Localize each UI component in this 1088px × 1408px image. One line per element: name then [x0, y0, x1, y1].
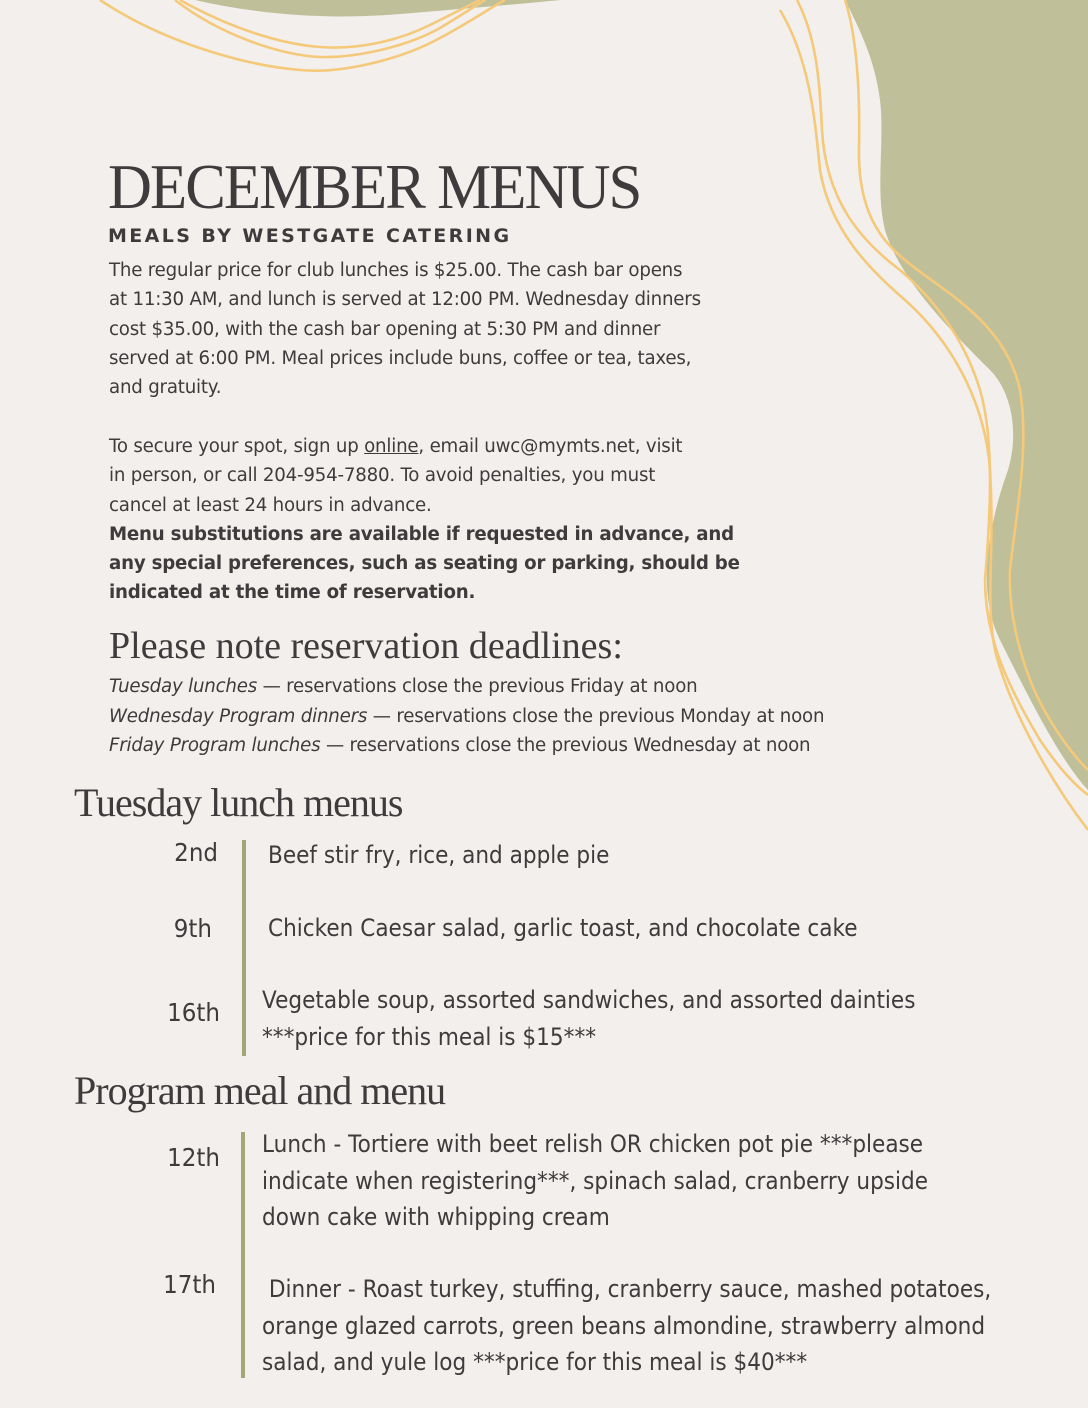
deadline-rule: — reservations close the previous Friday at noon	[257, 676, 698, 697]
notice-line: indicated at the time of reservation.	[109, 582, 476, 604]
deadlines-heading: Please note reservation deadlines:	[109, 625, 623, 667]
menu-line: orange glazed carrots, green beans almondine, strawberry almond	[262, 1311, 986, 1340]
menu-line: down cake with whipping cream	[262, 1203, 610, 1231]
pricing-line: cost $35.00, with the cash bar opening at 5:30 PM and dinner	[109, 318, 661, 340]
tuesday-divider	[242, 840, 246, 1056]
pricing-line: and gratuity.	[109, 377, 222, 399]
menu-line: Dinner - Roast turkey, stuffing, cranberry sauce, mashed potatoes,	[262, 1275, 992, 1303]
menu-description: Beef stir fry, rice, and apple pie	[268, 841, 610, 869]
menu-description: Chicken Caesar salad, garlic toast, and chocolate cake	[268, 914, 858, 942]
menu-line: Vegetable soup, assorted sandwiches, and assorted dainties	[262, 986, 916, 1014]
notice-line: Menu substitutions are available if requested in advance, and	[109, 523, 734, 545]
signup-prefix: To secure your spot, sign up	[109, 436, 365, 457]
deadline-rule: — reservations close the previous Monday at noon	[367, 705, 825, 727]
menu-line: Lunch - Tortiere with beet relish OR chicken pot pie ***please	[262, 1130, 924, 1158]
menu-date: 2nd	[174, 838, 218, 867]
pricing-line: at 11:30 AM, and lunch is served at 12:00 PM. Wednesday dinners	[109, 289, 701, 311]
menu-price-note: ***price for this meal is $15***	[262, 1022, 597, 1051]
deadline-item	[109, 672, 824, 702]
pricing-paragraph	[109, 256, 809, 402]
signup-paragraph	[109, 432, 809, 608]
signup-line	[109, 432, 809, 461]
online-link[interactable]: online	[364, 436, 419, 457]
sage-blob-right	[845, 0, 1088, 790]
menu-description	[262, 982, 915, 1055]
menu-date: 17th	[163, 1270, 216, 1299]
notice-line: any special preferences, such as seating or parking, should be	[109, 553, 740, 575]
tuesday-heading: Tuesday lunch menus	[74, 780, 403, 825]
menu-date: 16th	[167, 998, 220, 1027]
deadline-rule: — reservations close the previous Wednesday at noon	[320, 735, 811, 757]
menu-date: 12th	[167, 1143, 220, 1172]
deadline-item	[109, 702, 824, 732]
deadline-item	[109, 731, 824, 761]
program-divider	[241, 1132, 245, 1378]
menu-date: 9th	[173, 914, 212, 943]
signup-suffix: , email uwc@mymts.net, visit	[418, 436, 683, 457]
program-heading: Program meal and menu	[74, 1068, 446, 1113]
sage-blob-top	[195, 0, 560, 16]
deadline-meal: Friday Program lunches	[109, 735, 321, 757]
pricing-line: The regular price for club lunches is $25.00. The cash bar opens	[109, 260, 683, 281]
deadline-meal: Tuesday lunches	[109, 676, 258, 697]
menu-description	[262, 1126, 928, 1236]
menu-description	[262, 1271, 991, 1381]
deadline-meal: Wednesday Program dinners	[109, 705, 368, 727]
signup-line: in person, or call 204-954-7880. To avoid penalties, you must	[109, 465, 656, 487]
substitution-notice	[109, 520, 809, 608]
signup-line: cancel at least 24 hours in advance.	[109, 494, 432, 516]
menu-line: indicate when registering***, spinach salad, cranberry upside	[262, 1166, 929, 1195]
deadlines-list	[109, 672, 824, 761]
page-subtitle: MEALS BY WESTGATE CATERING	[108, 225, 512, 247]
pricing-line: served at 6:00 PM. Meal prices include buns, coffee or tea, taxes,	[109, 347, 692, 369]
page-title: DECEMBER MENUS	[108, 151, 641, 222]
menu-line: salad, and yule log ***price for this meal is $40***	[262, 1348, 808, 1376]
